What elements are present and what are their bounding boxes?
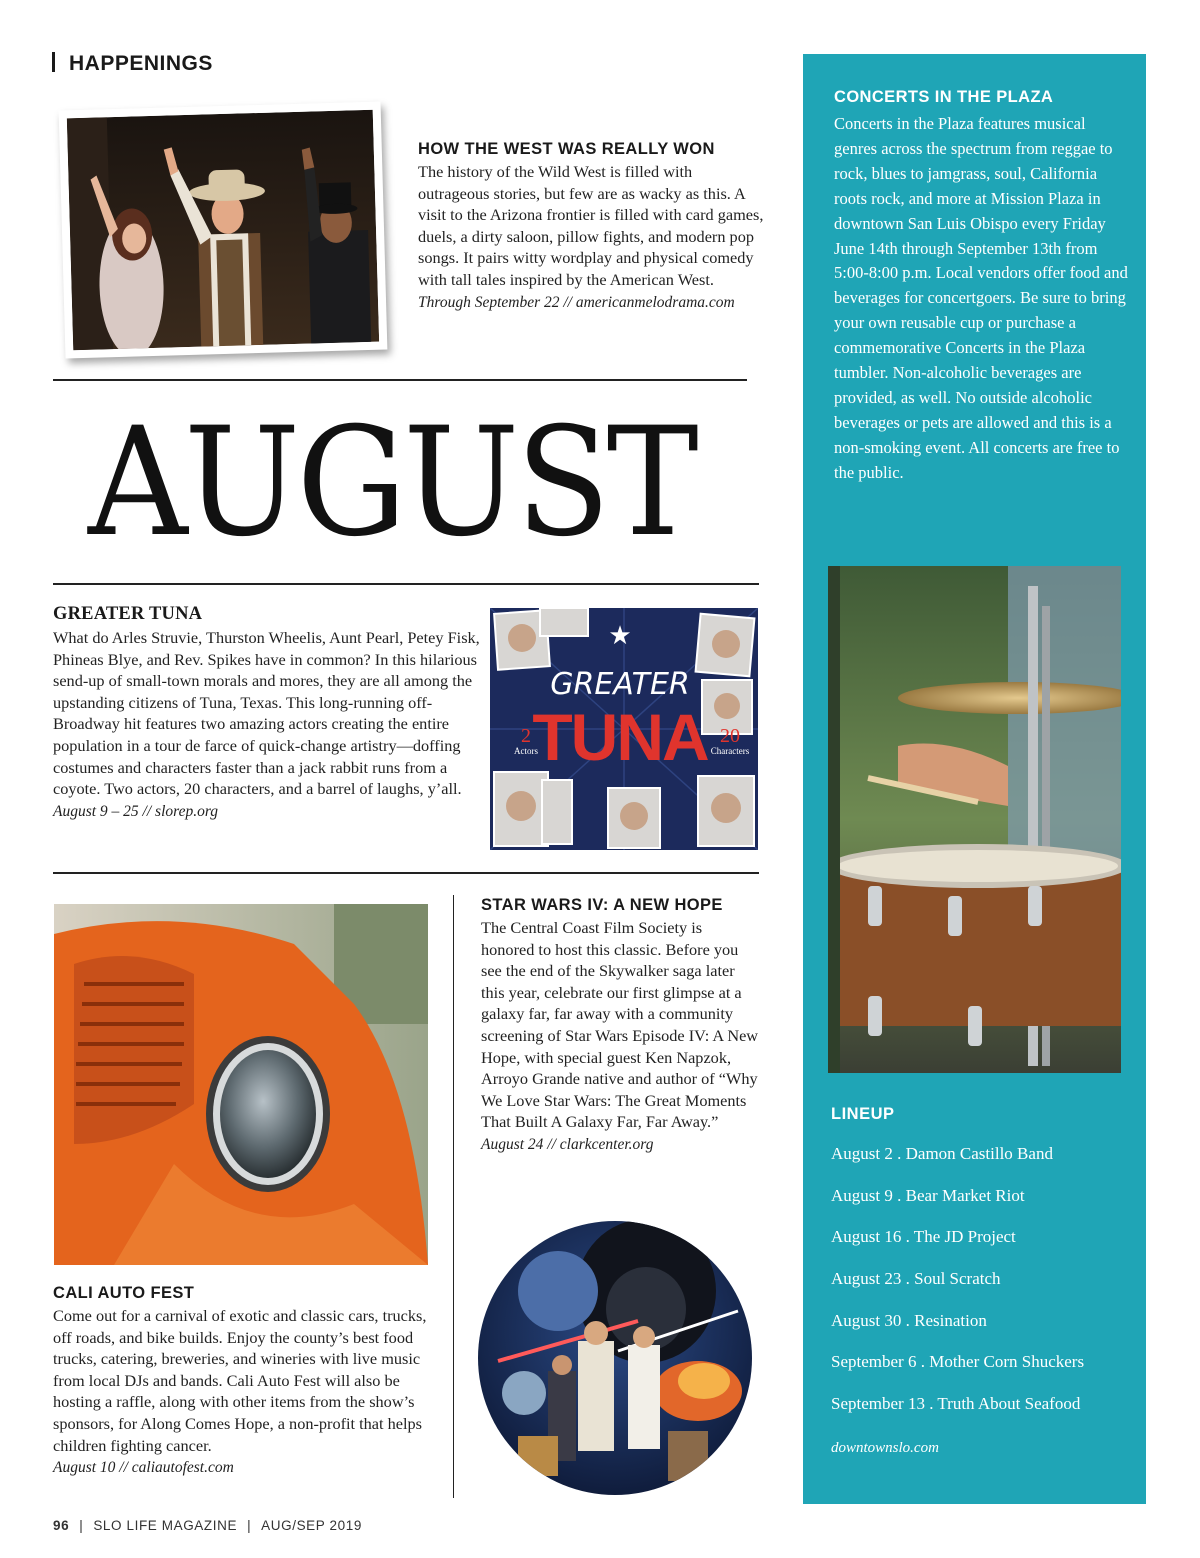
sidebar-link[interactable]: downtownslo.com [831,1440,939,1456]
section-header [52,52,213,76]
lineup-title: LINEUP [831,1105,895,1123]
lineup-item: August 16 . The JD Project [831,1227,1016,1247]
greater-tuna-poster-image [490,608,758,850]
west-photo [59,102,388,359]
section-title: HAPPENINGS [69,52,213,75]
west-meta: Through September 22 // americanmelodrama.com [418,293,735,311]
star-wars-poster-image [478,1221,752,1495]
cali-title: CALI AUTO FEST [53,1284,195,1302]
poster-left-num: 2 [521,725,531,747]
cali-article [53,1284,433,1479]
poster-right-num: 20 [720,725,740,747]
sidebar-body: Concerts in the Plaza features musical genres across the spectrum from reggae to rock, blues to jamgrass, soul, California roots rock, and more at Mission Plaza in downtown San Luis Obispo every Friday June 14th through September 13th from 5:00-8:00 p.m. Local vendors offer food and beverages for concertgoers. Be sure to bring your own reusable cup or purchase a commemorative Concerts in the Plaza tumbler. Non-alcoholic beverages are provided, as well. No outside alcoholic beverages or pets are allowed and this is a non-smoking event. All concerts are free to the public. [834,114,1128,482]
tuna-article [53,604,481,823]
lineup-item: August 2 . Damon Castillo Band [831,1144,1053,1163]
svg-text:★: ★ [608,621,632,651]
west-title: HOW THE WEST WAS REALLY WON [418,140,715,158]
west-body: The history of the Wild West is filled with outrageous stories, but few are as wacky as this. A visit to the Arizona frontier is filled with card games, duels, a dirty saloon, pillow fights, and modern pop songs. It pairs witty wordplay and physical comedy with tall tales inspired by the American West. [418,162,764,289]
starwars-meta: August 24 // clarkcenter.org [481,1135,654,1153]
page-footer: 96 | SLO LIFE MAGAZINE | AUG/SEP 2019 [53,1518,362,1533]
west-article [418,140,766,314]
cali-body: Come out for a carnival of exotic and classic cars, trucks, off roads, and bike builds. Enjoy the county’s best food trucks, catering, breweries, and wineries with live music from local DJs and bands. Cali Auto Fest will also be hosting a raffle, along with other items from the show’s sponsors, for Along Comes Hope, a non-profit that helps children fighting cancer. [53,1306,427,1455]
lineup-item: August 23 . Soul Scratch [831,1269,1001,1289]
melodrama-stage-image [67,110,379,350]
starwars-article [481,896,759,1156]
tuna-meta: August 9 – 25 // slorep.org [53,802,219,820]
drummer-image [828,566,1121,1073]
divider-top [53,379,747,381]
cali-meta: August 10 // caliautofest.com [53,1459,234,1477]
lineup-item: September 13 . Truth About Seafood [831,1394,1081,1414]
lineup-item: September 6 . Mother Corn Shuckers [831,1352,1085,1372]
starwars-poster [478,1221,752,1495]
column-divider [453,895,454,1498]
poster-left-label: Actors [514,746,538,756]
lineup-list [831,1144,1131,1436]
car-photo [54,904,428,1265]
drum-photo [828,566,1121,1073]
starwars-body: The Central Coast Film Society is honored to host this classic. Before you see the end of the Skywalker saga later this year, celebrate our first glimpse at a galaxy far, far away with a community screening of Star Wars Episode IV: A New Hope, with special guest Ken Napzok, Arroyo Grande native and author of “Why We Love Star Wars: The Great Moments That Built A Galaxy Far, Far Away.” [481,918,759,1132]
issue-date: AUG/SEP 2019 [261,1518,362,1533]
header-bar [52,52,55,72]
lineup-item: August 30 . Resination [831,1310,987,1330]
tuna-title: GREATER TUNA [53,604,203,624]
concerts-sidebar [803,54,1146,1504]
divider-month [53,583,759,585]
magazine-name: SLO LIFE MAGAZINE [93,1518,238,1533]
tuna-poster [490,608,758,850]
month-heading: AUGUST [88,396,696,570]
poster-line2: TUNA [532,700,708,774]
page-number: 96 [53,1518,70,1533]
tuna-body: What do Arles Struvie, Thurston Wheelis, Aunt Pearl, Petey Fisk, Phineas Blye, and Rev. Spikes have in common? In this hilarious send-up of small-town morals and mores, they are all among the upstanding citizens of Tuna, Texas. This long-running off-Broadway hit features two amazing actors creating the entire population in a tour de farce of quick-change artistry—doffing costumes and characters faster than a jack rabbit runs from a coyote. Two actors, 20 characters, and a barrel of laughs, y’all. [53,628,480,799]
sidebar-title: CONCERTS IN THE PLAZA [834,88,1054,106]
lineup-item: August 9 . Bear Market Riot [831,1185,1025,1205]
poster-right-label: Characters [710,746,750,756]
poster-line1: GREATER [550,667,690,702]
classic-car-headlight-image [54,904,428,1265]
divider-tuna [53,872,759,874]
starwars-title: STAR WARS IV: A NEW HOPE [481,896,723,914]
